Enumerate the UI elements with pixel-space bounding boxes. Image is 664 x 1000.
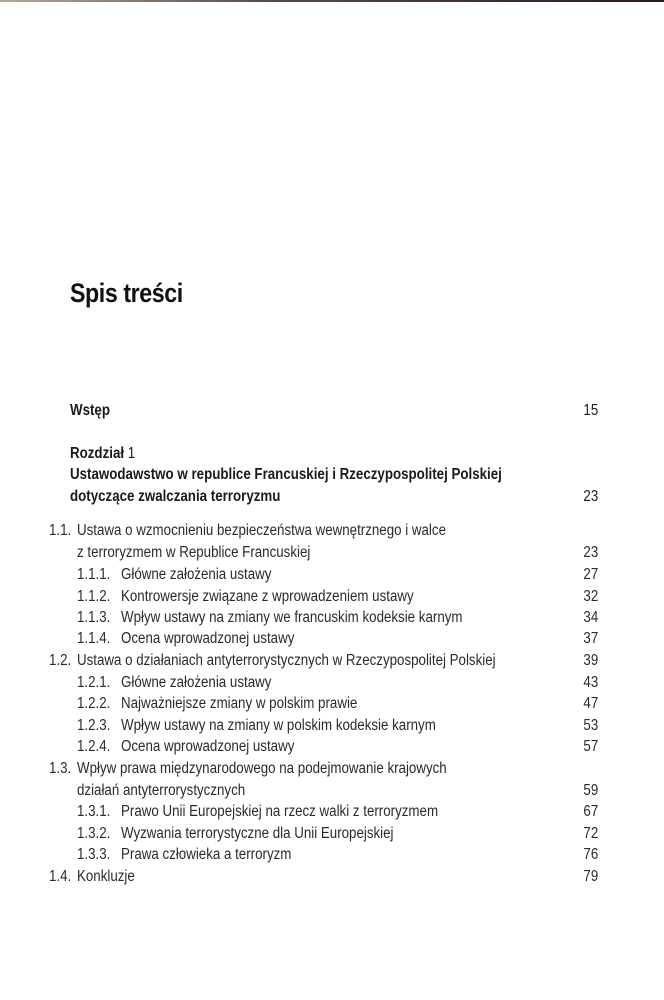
toc-entry-page: 72 — [583, 825, 598, 842]
toc-entry-page: 57 — [583, 738, 598, 755]
toc-entry-label: Wpływ ustawy na zmiany w polskim kodeksie karnym — [121, 717, 436, 734]
toc-entry-1-3-1[interactable] — [0, 801, 664, 823]
toc-entry-number: 1.3.1. — [77, 803, 111, 820]
toc-entry-label: Prawo Unii Europejskiej na rzecz walki z terroryzmem — [121, 803, 439, 820]
toc-entry-label-cont: działań antyterrorystycznych — [77, 782, 246, 799]
toc-entry-page: 47 — [583, 695, 598, 712]
toc-entry-number: 1.1.4. — [77, 630, 111, 647]
toc-entry-1-2-2[interactable] — [0, 693, 664, 715]
toc-entry-label: Konkluzje — [77, 868, 135, 885]
toc-entry-1-4[interactable] — [0, 866, 664, 888]
toc-entry-number: 1.3. — [49, 760, 72, 777]
toc-entry-label: Wyzwania terrorystyczne dla Unii Europejskiej — [121, 825, 394, 842]
toc-entry-page: 53 — [583, 717, 598, 734]
toc-entry-1-1[interactable] — [0, 520, 664, 542]
toc-entry-intro[interactable] — [0, 400, 664, 422]
toc-entry-label: Ocena wprowadzonej ustawy — [121, 630, 295, 647]
toc-entry-number: 1.3.2. — [77, 825, 111, 842]
toc-entry-label: Główne założenia ustawy — [121, 674, 272, 691]
toc-entry-number: 1.1.2. — [77, 588, 111, 605]
chapter-title: Ustawodawstwo w republice Francuskiej i Rzeczypospolitej Polskiej — [70, 466, 502, 483]
toc-entry-page: 67 — [583, 803, 598, 820]
toc-entry-page: 43 — [583, 674, 598, 691]
toc-entry-number: 1.4. — [49, 868, 72, 885]
toc-entry-number: 1.1.1. — [77, 566, 111, 583]
toc-entry-number: 1.2.4. — [77, 738, 111, 755]
toc-entry-page: 23 — [583, 488, 598, 505]
toc-entry-page: 15 — [583, 402, 598, 419]
toc-entry-1-3-2[interactable] — [0, 823, 664, 845]
toc-entry-1-2-4[interactable] — [0, 736, 664, 758]
toc-entry-label: Ustawa o działaniach antyterrorystycznych w Rzeczypospolitej Polskiej — [77, 652, 496, 669]
toc-entry-1-1-3[interactable] — [0, 607, 664, 629]
toc-entry-number: 1.2.2. — [77, 695, 111, 712]
toc-entry-label: Kontrowersje związane z wprowadzeniem ustawy — [121, 588, 414, 605]
toc-entry-1-3-3[interactable] — [0, 844, 664, 866]
chapter-label: Rozdział 1 — [70, 445, 136, 462]
toc-entry-1-3-cont[interactable] — [0, 780, 664, 802]
toc-entry-1-2-1[interactable] — [0, 672, 664, 694]
toc-entry-page: 76 — [583, 846, 598, 863]
toc-entry-page: 39 — [583, 652, 598, 669]
toc-entry-label: Wstęp — [70, 402, 110, 419]
toc-entry-1-3[interactable] — [0, 758, 664, 780]
toc-entry-page: 32 — [583, 588, 598, 605]
toc-entry-page: 79 — [583, 868, 598, 885]
toc-entry-label: Ustawa o wzmocnieniu bezpieczeństwa wewnętrznego i walce — [77, 522, 446, 539]
toc-entry-1-1-1[interactable] — [0, 564, 664, 586]
toc-entry-number: 1.2. — [49, 652, 72, 669]
chapter-title-cont: dotyczące zwalczania terroryzmu — [70, 488, 281, 505]
toc-entry-number: 1.2.1. — [77, 674, 111, 691]
toc-entry-page: 34 — [583, 609, 598, 626]
toc-entry-label: Prawa człowieka a terroryzm — [121, 846, 292, 863]
toc-entry-number: 1.2.3. — [77, 717, 111, 734]
toc-chapter-title-line2[interactable] — [0, 486, 664, 508]
toc-entry-page: 37 — [583, 630, 598, 647]
toc-entry-number: 1.3.3. — [77, 846, 111, 863]
toc-entry-label: Główne założenia ustawy — [121, 566, 272, 583]
page-title: Spis treści — [70, 278, 183, 308]
toc-entry-number: 1.1. — [49, 522, 72, 539]
page-top-edge — [0, 0, 664, 2]
toc-entry-1-2-3[interactable] — [0, 715, 664, 737]
toc-entry-number: 1.1.3. — [77, 609, 111, 626]
toc-entry-page: 27 — [583, 566, 598, 583]
toc-entry-1-1-2[interactable] — [0, 586, 664, 608]
toc-entry-1-1-cont[interactable] — [0, 542, 664, 564]
toc-entry-label-cont: z terroryzmem w Republice Francuskiej — [77, 544, 311, 561]
toc-chapter-heading — [0, 443, 664, 465]
toc-entry-1-1-4[interactable] — [0, 628, 664, 650]
toc-entry-label: Wpływ prawa międzynarodowego na podejmowanie krajowych — [77, 760, 447, 777]
toc-entry-label: Wpływ ustawy na zmiany we francuskim kodeksie karnym — [121, 609, 463, 626]
toc-entry-1-2[interactable] — [0, 650, 664, 672]
toc-entry-page: 23 — [583, 544, 598, 561]
toc-entry-page: 59 — [583, 782, 598, 799]
toc-entry-label: Najważniejsze zmiany w polskim prawie — [121, 695, 358, 712]
toc-entry-label: Ocena wprowadzonej ustawy — [121, 738, 295, 755]
toc-chapter-title-line1[interactable] — [0, 464, 664, 486]
